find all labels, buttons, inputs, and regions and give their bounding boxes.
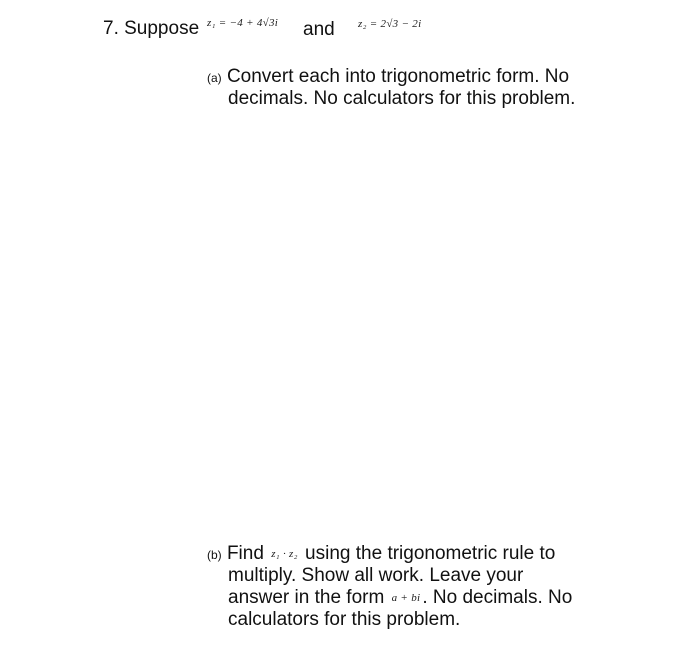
part-a-line-2: decimals. No calculators for this problem. — [228, 88, 576, 109]
part-a-text-1: Convert each into trigonometric form. No — [226, 66, 570, 87]
part-b-line-3 — [228, 587, 572, 609]
part-b-text-1: using the trigonometric rule to — [305, 543, 556, 564]
product-expression: z₁ · z₂ — [271, 548, 298, 560]
form-expression: a + bi — [391, 592, 421, 604]
z2-expression: z₂ = 2√3 − 2i — [358, 18, 422, 30]
part-a-label: (a) — [207, 71, 222, 85]
part-b-text-3b: . No decimals. No — [422, 587, 573, 608]
part-b-find-word: Find — [226, 543, 264, 564]
part-b-line-1 — [207, 543, 555, 566]
part-b-line-2: multiply. Show all work. Leave your — [228, 565, 524, 586]
part-b-line-4: calculators for this problem. — [228, 609, 461, 630]
z1-expression: z₁ = −4 + 4√3i — [207, 17, 279, 29]
question-number-label: 7. Suppose — [103, 18, 200, 39]
part-b-label: (b) — [207, 548, 222, 562]
connector-word: and — [303, 19, 335, 40]
part-a-line-1 — [207, 66, 569, 89]
part-b-text-3a: answer in the form — [228, 587, 385, 608]
